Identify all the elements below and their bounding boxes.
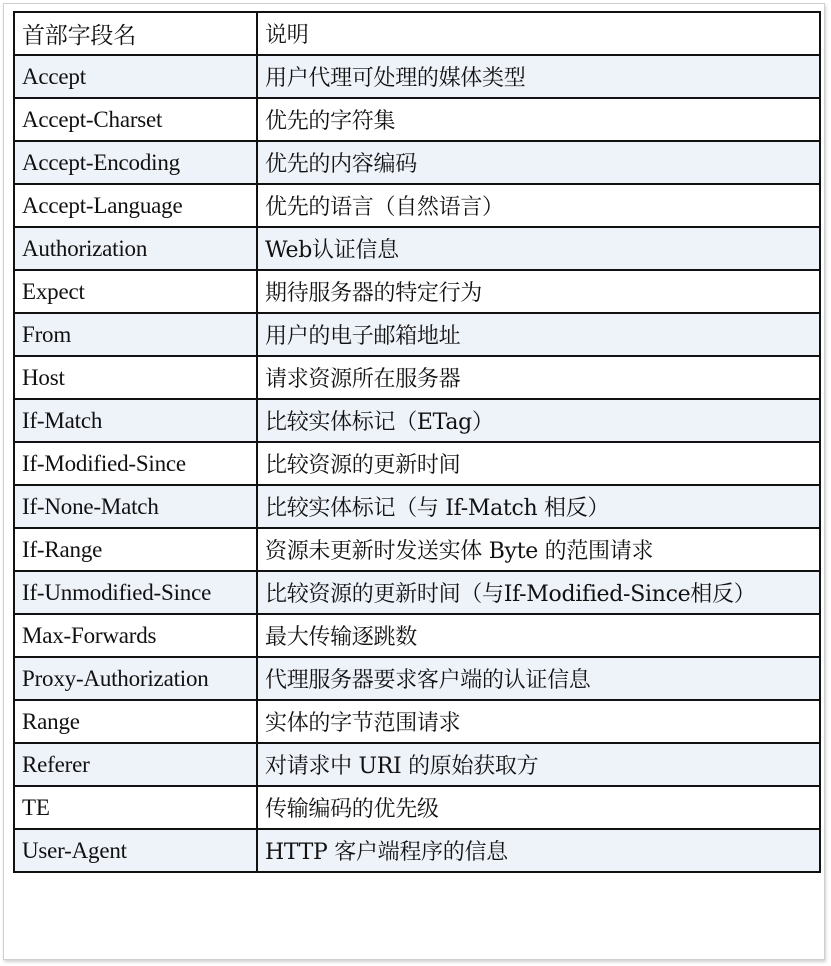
- request-header-fields-table: [13, 11, 821, 873]
- description-cell: 用户代理可处理的媒体类型: [257, 55, 820, 98]
- table-row: [14, 55, 820, 98]
- description-cell: 请求资源所在服务器: [257, 356, 820, 399]
- field-name-cell: Accept-Charset: [14, 98, 257, 141]
- table-row: [14, 614, 820, 657]
- field-name-cell: From: [14, 313, 257, 356]
- field-name-cell: Authorization: [14, 227, 257, 270]
- description-cell: 最大传输逐跳数: [257, 614, 820, 657]
- table-row: [14, 786, 820, 829]
- table-row: [14, 571, 820, 614]
- description-cell: 用户的电子邮箱地址: [257, 313, 820, 356]
- description-cell: HTTP 客户端程序的信息: [257, 829, 820, 872]
- field-name-cell: If-None-Match: [14, 485, 257, 528]
- table-row: [14, 485, 820, 528]
- table-row: [14, 700, 820, 743]
- field-name-cell: Expect: [14, 270, 257, 313]
- description-cell: 优先的字符集: [257, 98, 820, 141]
- field-name-cell: User-Agent: [14, 829, 257, 872]
- description-cell: Web认证信息: [257, 227, 820, 270]
- header-cell-description: 说明: [257, 12, 820, 55]
- table-row: [14, 399, 820, 442]
- table-row: [14, 356, 820, 399]
- table-row: [14, 313, 820, 356]
- field-name-cell: Proxy-Authorization: [14, 657, 257, 700]
- table-row: [14, 528, 820, 571]
- description-cell: 优先的内容编码: [257, 141, 820, 184]
- description-cell: 资源未更新时发送实体 Byte 的范围请求: [257, 528, 820, 571]
- description-cell: 对请求中 URI 的原始获取方: [257, 743, 820, 786]
- field-name-cell: Referer: [14, 743, 257, 786]
- description-cell: 期待服务器的特定行为: [257, 270, 820, 313]
- field-name-cell: If-Range: [14, 528, 257, 571]
- field-name-cell: TE: [14, 786, 257, 829]
- description-cell: 实体的字节范围请求: [257, 700, 820, 743]
- field-name-cell: Accept-Encoding: [14, 141, 257, 184]
- description-cell: 优先的语言（自然语言）: [257, 184, 820, 227]
- table-row: [14, 829, 820, 872]
- table-row: [14, 227, 820, 270]
- table-header-row: [14, 12, 820, 55]
- description-cell: 比较资源的更新时间: [257, 442, 820, 485]
- field-name-cell: If-Modified-Since: [14, 442, 257, 485]
- description-cell: 比较资源的更新时间（与If-Modified-Since相反）: [257, 571, 820, 614]
- field-name-cell: Accept-Language: [14, 184, 257, 227]
- table-row: [14, 98, 820, 141]
- table-row: [14, 743, 820, 786]
- table-row: [14, 657, 820, 700]
- field-name-cell: Max-Forwards: [14, 614, 257, 657]
- field-name-cell: Accept: [14, 55, 257, 98]
- description-cell: 代理服务器要求客户端的认证信息: [257, 657, 820, 700]
- description-cell: 传输编码的优先级: [257, 786, 820, 829]
- field-name-cell: If-Match: [14, 399, 257, 442]
- field-name-cell: Host: [14, 356, 257, 399]
- table-row: [14, 141, 820, 184]
- field-name-cell: Range: [14, 700, 257, 743]
- figure-frame: [3, 3, 825, 960]
- table-row: [14, 184, 820, 227]
- table-row: [14, 270, 820, 313]
- description-cell: 比较实体标记（与 If-Match 相反）: [257, 485, 820, 528]
- table-row: [14, 442, 820, 485]
- header-cell-field-name: 首部字段名: [14, 12, 257, 55]
- description-cell: 比较实体标记（ETag）: [257, 399, 820, 442]
- field-name-cell: If-Unmodified-Since: [14, 571, 257, 614]
